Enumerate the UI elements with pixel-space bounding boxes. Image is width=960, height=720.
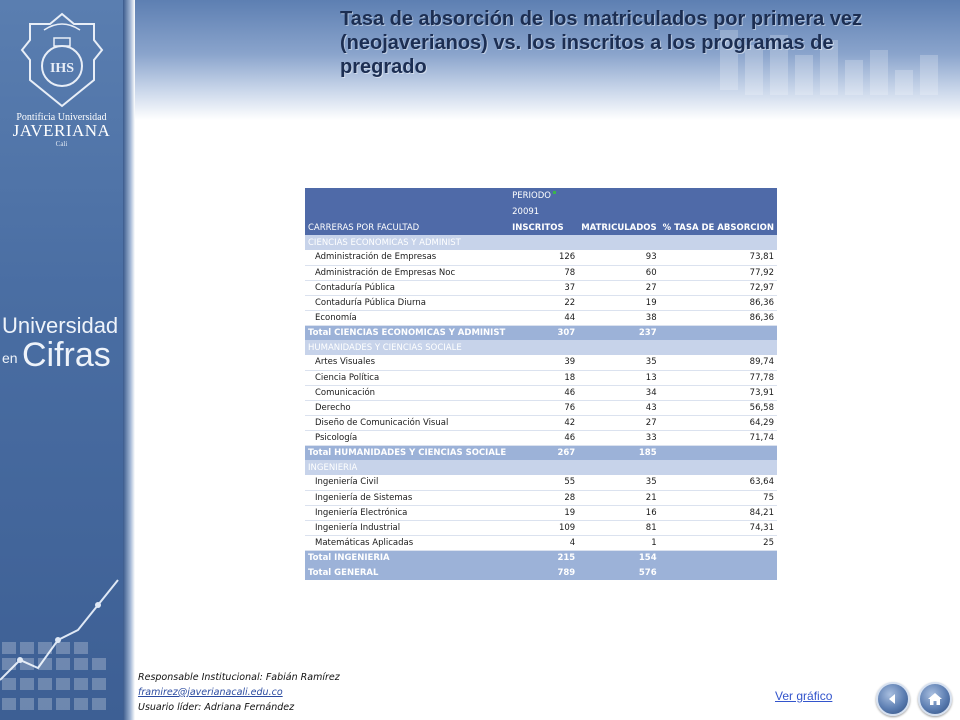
col-carreras-header: CARRERAS POR FACULTAD bbox=[305, 220, 509, 235]
univ-name-line-2: JAVERIANA bbox=[12, 121, 111, 140]
total-inscritos: 215 bbox=[509, 550, 578, 565]
table-row bbox=[305, 355, 777, 370]
program-name: Economía bbox=[305, 310, 509, 325]
matriculados-value: 27 bbox=[578, 415, 659, 430]
table-row bbox=[305, 250, 777, 265]
program-name: Contaduría Pública bbox=[305, 280, 509, 295]
grand-total-row bbox=[305, 565, 777, 580]
decorative-chart-icon bbox=[0, 560, 123, 720]
sidebar bbox=[0, 0, 123, 720]
program-name: Ingeniería Electrónica bbox=[305, 505, 509, 520]
inscritos-value: 22 bbox=[509, 295, 578, 310]
brand-line-1: Universidad bbox=[2, 313, 119, 338]
table-row bbox=[305, 505, 777, 520]
inscritos-value: 46 bbox=[509, 430, 578, 445]
matriculados-value: 81 bbox=[578, 520, 659, 535]
faculty-label: HUMANIDADES Y CIENCIAS SOCIALE bbox=[305, 340, 777, 355]
total-tasa-empty bbox=[660, 550, 777, 565]
page-title: Tasa de absorción de los matriculados por primera vez (neojaverianos) vs. los inscritos a los programas de pregrado bbox=[340, 8, 863, 78]
matriculados-value: 13 bbox=[578, 370, 659, 385]
tasa-value: 73,81 bbox=[660, 250, 777, 265]
program-name: Ingeniería Industrial bbox=[305, 520, 509, 535]
tasa-value: 86,36 bbox=[660, 310, 777, 325]
inscritos-value: 42 bbox=[509, 415, 578, 430]
email-link[interactable]: framirez@javerianacali.edu.co bbox=[138, 687, 283, 698]
matriculados-value: 34 bbox=[578, 385, 659, 400]
tasa-value: 63,64 bbox=[660, 475, 777, 490]
table-row bbox=[305, 370, 777, 385]
matriculados-value: 43 bbox=[578, 400, 659, 415]
usuario-text: Usuario líder: Adriana Fernández bbox=[138, 702, 295, 713]
total-matriculados: 185 bbox=[578, 445, 659, 460]
table-row bbox=[305, 400, 777, 415]
matriculados-value: 27 bbox=[578, 280, 659, 295]
inscritos-value: 18 bbox=[509, 370, 578, 385]
back-arrow-icon bbox=[885, 691, 901, 707]
program-name: Ingeniería de Sistemas bbox=[305, 490, 509, 505]
univ-name-line-1: Pontificia Universidad bbox=[16, 112, 107, 123]
faculty-row bbox=[305, 460, 777, 475]
total-matriculados: 237 bbox=[578, 325, 659, 340]
tasa-value: 56,58 bbox=[660, 400, 777, 415]
program-name: Ingeniería Civil bbox=[305, 475, 509, 490]
table-row bbox=[305, 535, 777, 550]
tasa-value: 25 bbox=[660, 535, 777, 550]
univ-name-line-3: Cali bbox=[55, 140, 68, 148]
inscritos-value: 28 bbox=[509, 490, 578, 505]
program-name: Ciencia Política bbox=[305, 370, 509, 385]
svg-text:IHS: IHS bbox=[49, 61, 75, 76]
grand-total-tasa-empty bbox=[660, 565, 777, 580]
program-name: Artes Visuales bbox=[305, 355, 509, 370]
tasa-value: 71,74 bbox=[660, 430, 777, 445]
faculty-label: CIENCIAS ECONOMICAS Y ADMINIST bbox=[305, 235, 777, 250]
inscritos-value: 39 bbox=[509, 355, 578, 370]
matriculados-value: 35 bbox=[578, 475, 659, 490]
col-tasa-header: % TASA DE ABSORCION bbox=[660, 220, 777, 235]
university-crest-icon bbox=[14, 10, 110, 110]
table-row bbox=[305, 475, 777, 490]
absorption-table bbox=[305, 188, 777, 580]
tasa-value: 84,21 bbox=[660, 505, 777, 520]
sidebar-edge bbox=[123, 0, 135, 720]
faculty-row bbox=[305, 235, 777, 250]
table-row bbox=[305, 490, 777, 505]
tasa-value: 86,36 bbox=[660, 295, 777, 310]
matriculados-value: 93 bbox=[578, 250, 659, 265]
inscritos-value: 44 bbox=[509, 310, 578, 325]
tasa-value: 75 bbox=[660, 490, 777, 505]
table-row bbox=[305, 265, 777, 280]
table-row bbox=[305, 280, 777, 295]
ver-grafico-link[interactable]: Ver gráfico bbox=[775, 689, 833, 703]
total-label: Total INGENIERIA bbox=[305, 550, 509, 565]
faculty-total-row bbox=[305, 445, 777, 460]
program-name: Derecho bbox=[305, 400, 509, 415]
responsable-text: Responsable Institucional: Fabián Ramírez bbox=[138, 672, 340, 683]
grand-total-matriculados: 576 bbox=[578, 565, 659, 580]
tasa-value: 77,78 bbox=[660, 370, 777, 385]
faculty-row bbox=[305, 340, 777, 355]
tasa-value: 72,97 bbox=[660, 280, 777, 295]
table-row bbox=[305, 520, 777, 535]
matriculados-value: 1 bbox=[578, 535, 659, 550]
total-inscritos: 267 bbox=[509, 445, 578, 460]
inscritos-value: 76 bbox=[509, 400, 578, 415]
col-inscritos-header: INSCRITOS bbox=[509, 220, 578, 235]
total-tasa-empty bbox=[660, 445, 777, 460]
tasa-value: 77,92 bbox=[660, 265, 777, 280]
program-name: Psicología bbox=[305, 430, 509, 445]
total-label: Total CIENCIAS ECONOMICAS Y ADMINIST bbox=[305, 325, 509, 340]
tasa-value: 73,91 bbox=[660, 385, 777, 400]
program-name: Comunicación bbox=[305, 385, 509, 400]
program-name: Administración de Empresas bbox=[305, 250, 509, 265]
faculty-total-row bbox=[305, 325, 777, 340]
total-tasa-empty bbox=[660, 325, 777, 340]
brand-line-2: Cifras bbox=[22, 336, 111, 374]
matriculados-value: 35 bbox=[578, 355, 659, 370]
green-marker-icon bbox=[553, 191, 556, 194]
faculty-label: INGENIERIA bbox=[305, 460, 777, 475]
matriculados-value: 21 bbox=[578, 490, 659, 505]
total-inscritos: 307 bbox=[509, 325, 578, 340]
program-name: Matemáticas Aplicadas bbox=[305, 535, 509, 550]
periodo-value: 20091 bbox=[509, 204, 777, 220]
matriculados-value: 16 bbox=[578, 505, 659, 520]
inscritos-value: 126 bbox=[509, 250, 578, 265]
matriculados-value: 38 bbox=[578, 310, 659, 325]
grand-total-inscritos: 789 bbox=[509, 565, 578, 580]
inscritos-value: 4 bbox=[509, 535, 578, 550]
matriculados-value: 33 bbox=[578, 430, 659, 445]
inscritos-value: 37 bbox=[509, 280, 578, 295]
inscritos-value: 19 bbox=[509, 505, 578, 520]
table-row bbox=[305, 430, 777, 445]
matriculados-value: 60 bbox=[578, 265, 659, 280]
tasa-value: 64,29 bbox=[660, 415, 777, 430]
tasa-value: 89,74 bbox=[660, 355, 777, 370]
col-matriculados-header: MATRICULADOS bbox=[578, 220, 659, 235]
inscritos-value: 78 bbox=[509, 265, 578, 280]
footer bbox=[138, 670, 340, 715]
home-button[interactable] bbox=[918, 682, 952, 716]
brand-en: en bbox=[2, 350, 18, 366]
total-label: Total HUMANIDADES Y CIENCIAS SOCIALE bbox=[305, 445, 509, 460]
program-name: Diseño de Comunicación Visual bbox=[305, 415, 509, 430]
faculty-total-row bbox=[305, 550, 777, 565]
total-matriculados: 154 bbox=[578, 550, 659, 565]
inscritos-value: 46 bbox=[509, 385, 578, 400]
table-row bbox=[305, 295, 777, 310]
inscritos-value: 109 bbox=[509, 520, 578, 535]
home-icon bbox=[927, 691, 943, 707]
back-button[interactable] bbox=[876, 682, 910, 716]
program-name: Contaduría Pública Diurna bbox=[305, 295, 509, 310]
periodo-label: PERIODO bbox=[512, 191, 551, 201]
inscritos-value: 55 bbox=[509, 475, 578, 490]
table-row bbox=[305, 415, 777, 430]
table-row bbox=[305, 385, 777, 400]
matriculados-value: 19 bbox=[578, 295, 659, 310]
table-row bbox=[305, 310, 777, 325]
program-name: Administración de Empresas Noc bbox=[305, 265, 509, 280]
tasa-value: 74,31 bbox=[660, 520, 777, 535]
grand-total-label: Total GENERAL bbox=[305, 565, 509, 580]
